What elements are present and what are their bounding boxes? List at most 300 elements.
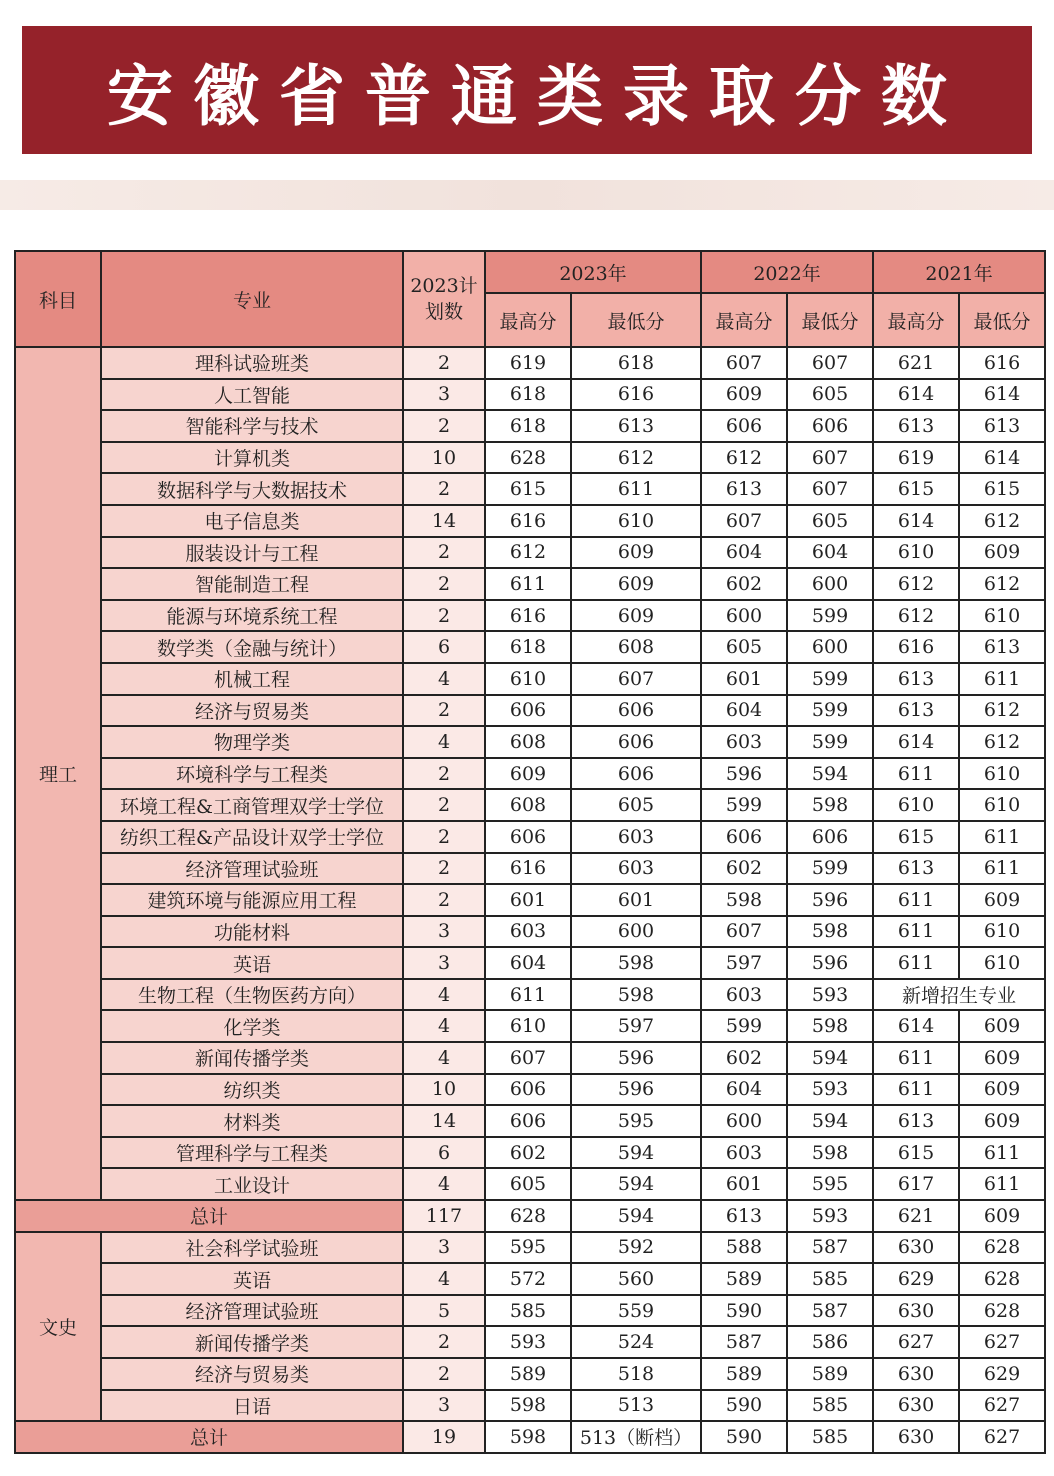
- score-cell: 589: [787, 1358, 873, 1390]
- score-cell: 596: [787, 884, 873, 916]
- score-cell: 615: [873, 473, 959, 505]
- major-cell: 数据科学与大数据技术: [101, 473, 403, 505]
- note-cell: 新增招生专业: [873, 979, 1045, 1011]
- score-cell: 611: [571, 473, 701, 505]
- score-cell: 613: [873, 1105, 959, 1137]
- score-cell: 612: [959, 695, 1045, 727]
- score-cell: 600: [787, 631, 873, 663]
- header-low-2021: 最低分: [959, 293, 1045, 347]
- table-row: [15, 1137, 1045, 1169]
- plan-cell: 2: [403, 473, 485, 505]
- major-cell: 智能科学与技术: [101, 410, 403, 442]
- score-cell: 629: [959, 1358, 1045, 1390]
- score-cell: 612: [873, 568, 959, 600]
- score-cell: 596: [571, 1042, 701, 1074]
- score-cell: 593: [787, 979, 873, 1011]
- subject-cell: 文史: [15, 1232, 101, 1422]
- major-cell: 经济与贸易类: [101, 695, 403, 727]
- score-cell: 616: [485, 600, 571, 632]
- score-cell: 609: [571, 568, 701, 600]
- score-cell: 609: [959, 537, 1045, 569]
- major-cell: 日语: [101, 1390, 403, 1422]
- score-cell: 585: [787, 1390, 873, 1422]
- score-cell: 594: [787, 1042, 873, 1074]
- score-cell: 609: [701, 379, 787, 411]
- score-cell: 627: [959, 1390, 1045, 1422]
- score-cell: 608: [485, 726, 571, 758]
- score-cell: 607: [787, 473, 873, 505]
- score-cell: 601: [701, 1168, 787, 1200]
- plan-cell: 2: [403, 853, 485, 885]
- score-cell: 590: [701, 1390, 787, 1422]
- score-cell: 614: [873, 505, 959, 537]
- score-cell: 611: [959, 853, 1045, 885]
- major-cell: 环境工程&工商管理双学士学位: [101, 789, 403, 821]
- score-cell: 592: [571, 1232, 701, 1264]
- score-cell: 602: [485, 1137, 571, 1169]
- score-cell: 605: [485, 1168, 571, 1200]
- score-cell: 598: [787, 1137, 873, 1169]
- major-cell: 材料类: [101, 1105, 403, 1137]
- score-cell: 610: [485, 1010, 571, 1042]
- score-cell: 611: [959, 663, 1045, 695]
- score-cell: 609: [959, 1010, 1045, 1042]
- score-cell: 588: [701, 1232, 787, 1264]
- header-high-2022: 最高分: [701, 293, 787, 347]
- score-cell: 612: [571, 442, 701, 474]
- major-cell: 英语: [101, 1263, 403, 1295]
- score-cell: 610: [959, 947, 1045, 979]
- plan-cell: 2: [403, 789, 485, 821]
- major-cell: 纺织类: [101, 1074, 403, 1106]
- score-cell: 609: [959, 1105, 1045, 1137]
- major-cell: 计算机类: [101, 442, 403, 474]
- score-cell: 603: [571, 821, 701, 853]
- score-cell: 585: [787, 1263, 873, 1295]
- table-row: [15, 916, 1045, 948]
- score-cell: 612: [485, 537, 571, 569]
- score-cell: 616: [485, 853, 571, 885]
- table-row: [15, 1074, 1045, 1106]
- plan-cell: 10: [403, 442, 485, 474]
- score-cell: 598: [787, 789, 873, 821]
- plan-cell: 2: [403, 1326, 485, 1358]
- score-cell: 586: [787, 1326, 873, 1358]
- plan-cell: 6: [403, 631, 485, 663]
- score-cell: 598: [485, 1390, 571, 1422]
- total-label: 总计: [15, 1200, 403, 1232]
- total-score-cell: 593: [787, 1200, 873, 1232]
- table-row: [15, 979, 1045, 1011]
- plan-cell: 3: [403, 947, 485, 979]
- score-cell: 587: [787, 1295, 873, 1327]
- score-cell: 598: [787, 1010, 873, 1042]
- score-cell: 599: [701, 789, 787, 821]
- header-subject: 科目: [15, 251, 101, 347]
- plan-cell: 3: [403, 916, 485, 948]
- score-cell: 524: [571, 1326, 701, 1358]
- plan-cell: 2: [403, 695, 485, 727]
- plan-cell: 2: [403, 568, 485, 600]
- score-cell: 619: [873, 442, 959, 474]
- major-cell: 人工智能: [101, 379, 403, 411]
- score-cell: 604: [485, 947, 571, 979]
- score-cell: 587: [701, 1326, 787, 1358]
- table-row: [15, 1042, 1045, 1074]
- score-cell: 607: [485, 1042, 571, 1074]
- score-cell: 614: [873, 726, 959, 758]
- score-cell: 610: [571, 505, 701, 537]
- score-cell: 606: [485, 695, 571, 727]
- score-cell: 630: [873, 1295, 959, 1327]
- score-cell: 606: [485, 821, 571, 853]
- total-score-cell: 585: [787, 1421, 873, 1453]
- total-label: 总计: [15, 1421, 403, 1453]
- score-cell: 628: [959, 1232, 1045, 1264]
- major-cell: 管理科学与工程类: [101, 1137, 403, 1169]
- score-cell: 587: [787, 1232, 873, 1264]
- score-cell: 613: [873, 695, 959, 727]
- score-cell: 610: [959, 916, 1045, 948]
- header-low-2022: 最低分: [787, 293, 873, 347]
- decorative-band: [0, 180, 1054, 210]
- score-cell: 610: [873, 789, 959, 821]
- score-cell: 610: [959, 789, 1045, 821]
- plan-cell: 14: [403, 1105, 485, 1137]
- score-cell: 619: [485, 347, 571, 379]
- table-row: [15, 600, 1045, 632]
- header-high-2021: 最高分: [873, 293, 959, 347]
- major-cell: 工业设计: [101, 1168, 403, 1200]
- score-cell: 611: [485, 568, 571, 600]
- score-cell: 614: [873, 1010, 959, 1042]
- score-cell: 612: [701, 442, 787, 474]
- table-row: [15, 1168, 1045, 1200]
- major-cell: 环境科学与工程类: [101, 758, 403, 790]
- score-cell: 615: [873, 1137, 959, 1169]
- score-cell: 604: [701, 695, 787, 727]
- major-cell: 能源与环境系统工程: [101, 600, 403, 632]
- score-cell: 593: [787, 1074, 873, 1106]
- score-cell: 513: [571, 1390, 701, 1422]
- score-cell: 615: [959, 473, 1045, 505]
- score-cell: 611: [485, 979, 571, 1011]
- table-row: [15, 505, 1045, 537]
- score-cell: 595: [571, 1105, 701, 1137]
- score-cell: 615: [485, 473, 571, 505]
- plan-cell: 3: [403, 379, 485, 411]
- score-cell: 598: [571, 947, 701, 979]
- table-row: [15, 1358, 1045, 1390]
- major-cell: 功能材料: [101, 916, 403, 948]
- score-cell: 606: [571, 695, 701, 727]
- score-cell: 560: [571, 1263, 701, 1295]
- page-title: 安徽省普通类录取分数: [22, 26, 1032, 154]
- score-cell: 599: [787, 600, 873, 632]
- total-score-cell: 598: [485, 1421, 571, 1453]
- plan-cell: 4: [403, 726, 485, 758]
- major-cell: 服装设计与工程: [101, 537, 403, 569]
- score-cell: 604: [701, 537, 787, 569]
- table-row: [15, 853, 1045, 885]
- score-cell: 607: [701, 347, 787, 379]
- score-cell: 603: [701, 979, 787, 1011]
- table-row: [15, 631, 1045, 663]
- header-low-2023: 最低分: [571, 293, 701, 347]
- major-cell: 新闻传播学类: [101, 1042, 403, 1074]
- header-high-2023: 最高分: [485, 293, 571, 347]
- plan-cell: 2: [403, 410, 485, 442]
- total-score-cell: 621: [873, 1200, 959, 1232]
- score-cell: 603: [571, 853, 701, 885]
- score-cell: 606: [787, 821, 873, 853]
- total-score-cell: 627: [959, 1421, 1045, 1453]
- score-cell: 606: [485, 1105, 571, 1137]
- total-score-cell: 628: [485, 1200, 571, 1232]
- score-cell: 612: [873, 600, 959, 632]
- plan-cell: 2: [403, 347, 485, 379]
- score-cell: 605: [787, 379, 873, 411]
- plan-cell: 5: [403, 1295, 485, 1327]
- score-cell: 607: [701, 505, 787, 537]
- score-cell: 611: [959, 1137, 1045, 1169]
- total-score-cell: 594: [571, 1200, 701, 1232]
- score-cell: 595: [787, 1168, 873, 1200]
- table-row: [15, 568, 1045, 600]
- score-cell: 611: [959, 1168, 1045, 1200]
- major-cell: 生物工程（生物医药方向）: [101, 979, 403, 1011]
- table-row: [15, 410, 1045, 442]
- score-cell: 593: [485, 1326, 571, 1358]
- score-cell: 603: [485, 916, 571, 948]
- score-cell: 608: [485, 789, 571, 821]
- score-cell: 609: [959, 884, 1045, 916]
- plan-cell: 2: [403, 1358, 485, 1390]
- score-cell: 606: [571, 758, 701, 790]
- score-cell: 585: [485, 1295, 571, 1327]
- score-cell: 611: [959, 821, 1045, 853]
- score-cell: 602: [701, 853, 787, 885]
- score-cell: 606: [485, 1074, 571, 1106]
- header-major: 专业: [101, 251, 403, 347]
- table-row: [15, 695, 1045, 727]
- score-cell: 601: [701, 663, 787, 695]
- table-row: [15, 821, 1045, 853]
- score-cell: 594: [787, 758, 873, 790]
- score-cell: 607: [787, 347, 873, 379]
- score-cell: 596: [571, 1074, 701, 1106]
- header-year-2023: 2023年: [485, 251, 701, 293]
- score-cell: 627: [959, 1326, 1045, 1358]
- score-cell: 594: [787, 1105, 873, 1137]
- score-cell: 600: [701, 1105, 787, 1137]
- score-cell: 599: [787, 695, 873, 727]
- plan-cell: 10: [403, 1074, 485, 1106]
- score-cell: 616: [959, 347, 1045, 379]
- major-cell: 数学类（金融与统计）: [101, 631, 403, 663]
- major-cell: 社会科学试验班: [101, 1232, 403, 1264]
- score-cell: 590: [701, 1295, 787, 1327]
- score-cell: 614: [959, 379, 1045, 411]
- score-cell: 611: [873, 1042, 959, 1074]
- total-score-cell: 590: [701, 1421, 787, 1453]
- plan-cell: 2: [403, 600, 485, 632]
- major-cell: 理科试验班类: [101, 347, 403, 379]
- major-cell: 新闻传播学类: [101, 1326, 403, 1358]
- score-cell: 599: [787, 853, 873, 885]
- score-cell: 601: [485, 884, 571, 916]
- score-cell: 589: [701, 1358, 787, 1390]
- major-cell: 物理学类: [101, 726, 403, 758]
- score-cell: 572: [485, 1263, 571, 1295]
- score-cell: 614: [873, 379, 959, 411]
- total-row: [15, 1421, 1045, 1453]
- score-cell: 605: [571, 789, 701, 821]
- score-cell: 594: [571, 1168, 701, 1200]
- score-cell: 598: [787, 916, 873, 948]
- score-cell: 606: [701, 821, 787, 853]
- score-cell: 599: [787, 663, 873, 695]
- score-cell: 618: [485, 410, 571, 442]
- score-cell: 611: [873, 884, 959, 916]
- score-cell: 610: [485, 663, 571, 695]
- table-row: [15, 347, 1045, 379]
- score-cell: 597: [571, 1010, 701, 1042]
- table-row: [15, 379, 1045, 411]
- plan-cell: 4: [403, 1168, 485, 1200]
- score-cell: 628: [485, 442, 571, 474]
- score-cell: 596: [701, 758, 787, 790]
- score-cell: 518: [571, 1358, 701, 1390]
- score-cell: 613: [571, 410, 701, 442]
- score-cell: 610: [959, 600, 1045, 632]
- score-cell: 630: [873, 1390, 959, 1422]
- score-cell: 613: [701, 473, 787, 505]
- table-row: [15, 884, 1045, 916]
- plan-cell: 3: [403, 1390, 485, 1422]
- score-cell: 609: [485, 758, 571, 790]
- table-row: [15, 537, 1045, 569]
- table-row: [15, 1232, 1045, 1264]
- score-cell: 609: [959, 1074, 1045, 1106]
- score-cell: 606: [571, 726, 701, 758]
- score-cell: 602: [701, 1042, 787, 1074]
- plan-cell: 2: [403, 821, 485, 853]
- score-cell: 559: [571, 1295, 701, 1327]
- score-cell: 613: [873, 853, 959, 885]
- table-row: [15, 663, 1045, 695]
- score-cell: 613: [873, 410, 959, 442]
- score-cell: 611: [873, 916, 959, 948]
- table-row: [15, 789, 1045, 821]
- header-year-2021: 2021年: [873, 251, 1045, 293]
- score-cell: 603: [701, 726, 787, 758]
- table-row: [15, 758, 1045, 790]
- score-cell: 598: [701, 884, 787, 916]
- score-cell: 618: [485, 379, 571, 411]
- table-row: [15, 1263, 1045, 1295]
- score-cell: 607: [701, 916, 787, 948]
- table-row: [15, 1295, 1045, 1327]
- score-cell: 607: [787, 442, 873, 474]
- score-cell: 605: [701, 631, 787, 663]
- score-cell: 612: [959, 726, 1045, 758]
- score-cell: 610: [959, 758, 1045, 790]
- score-cell: 614: [959, 442, 1045, 474]
- score-cell: 613: [959, 631, 1045, 663]
- score-cell: 611: [873, 947, 959, 979]
- score-cell: 601: [571, 884, 701, 916]
- score-cell: 616: [571, 379, 701, 411]
- score-cell: 596: [787, 947, 873, 979]
- score-cell: 616: [873, 631, 959, 663]
- plan-cell: 2: [403, 537, 485, 569]
- score-cell: 616: [485, 505, 571, 537]
- score-cell: 595: [485, 1232, 571, 1264]
- score-cell: 618: [485, 631, 571, 663]
- total-score-cell: 613: [701, 1200, 787, 1232]
- score-cell: 606: [787, 410, 873, 442]
- table-body: [15, 347, 1045, 1453]
- score-cell: 599: [701, 1010, 787, 1042]
- table-row: [15, 442, 1045, 474]
- score-cell: 613: [873, 663, 959, 695]
- score-cell: 617: [873, 1168, 959, 1200]
- plan-cell: 4: [403, 1263, 485, 1295]
- score-cell: 621: [873, 347, 959, 379]
- score-cell: 611: [873, 1074, 959, 1106]
- header-year-2022: 2022年: [701, 251, 873, 293]
- plan-cell: 4: [403, 1010, 485, 1042]
- score-cell: 618: [571, 347, 701, 379]
- plan-cell: 2: [403, 758, 485, 790]
- plan-cell: 3: [403, 1232, 485, 1264]
- major-cell: 经济与贸易类: [101, 1358, 403, 1390]
- plan-cell: 14: [403, 505, 485, 537]
- score-cell: 630: [873, 1232, 959, 1264]
- score-cell: 602: [701, 568, 787, 600]
- score-cell: 589: [701, 1263, 787, 1295]
- table-row: [15, 726, 1045, 758]
- score-cell: 605: [787, 505, 873, 537]
- total-row: [15, 1200, 1045, 1232]
- major-cell: 建筑环境与能源应用工程: [101, 884, 403, 916]
- score-cell: 607: [571, 663, 701, 695]
- major-cell: 经济管理试验班: [101, 1295, 403, 1327]
- score-cell: 611: [873, 758, 959, 790]
- score-cell: 628: [959, 1263, 1045, 1295]
- plan-cell: 6: [403, 1137, 485, 1169]
- score-cell: 609: [571, 600, 701, 632]
- score-cell: 603: [701, 1137, 787, 1169]
- table-row: [15, 1010, 1045, 1042]
- table-row: [15, 473, 1045, 505]
- score-cell: 630: [873, 1358, 959, 1390]
- score-cell: 613: [959, 410, 1045, 442]
- score-cell: 610: [873, 537, 959, 569]
- plan-cell: 2: [403, 884, 485, 916]
- score-cell: 599: [787, 726, 873, 758]
- score-cell: 604: [787, 537, 873, 569]
- total-score-cell: 630: [873, 1421, 959, 1453]
- score-cell: 612: [959, 568, 1045, 600]
- total-score-cell: 513（断档）: [571, 1421, 701, 1453]
- score-cell: 604: [701, 1074, 787, 1106]
- major-cell: 智能制造工程: [101, 568, 403, 600]
- plan-cell: 4: [403, 979, 485, 1011]
- plan-cell: 4: [403, 663, 485, 695]
- score-cell: 612: [959, 505, 1045, 537]
